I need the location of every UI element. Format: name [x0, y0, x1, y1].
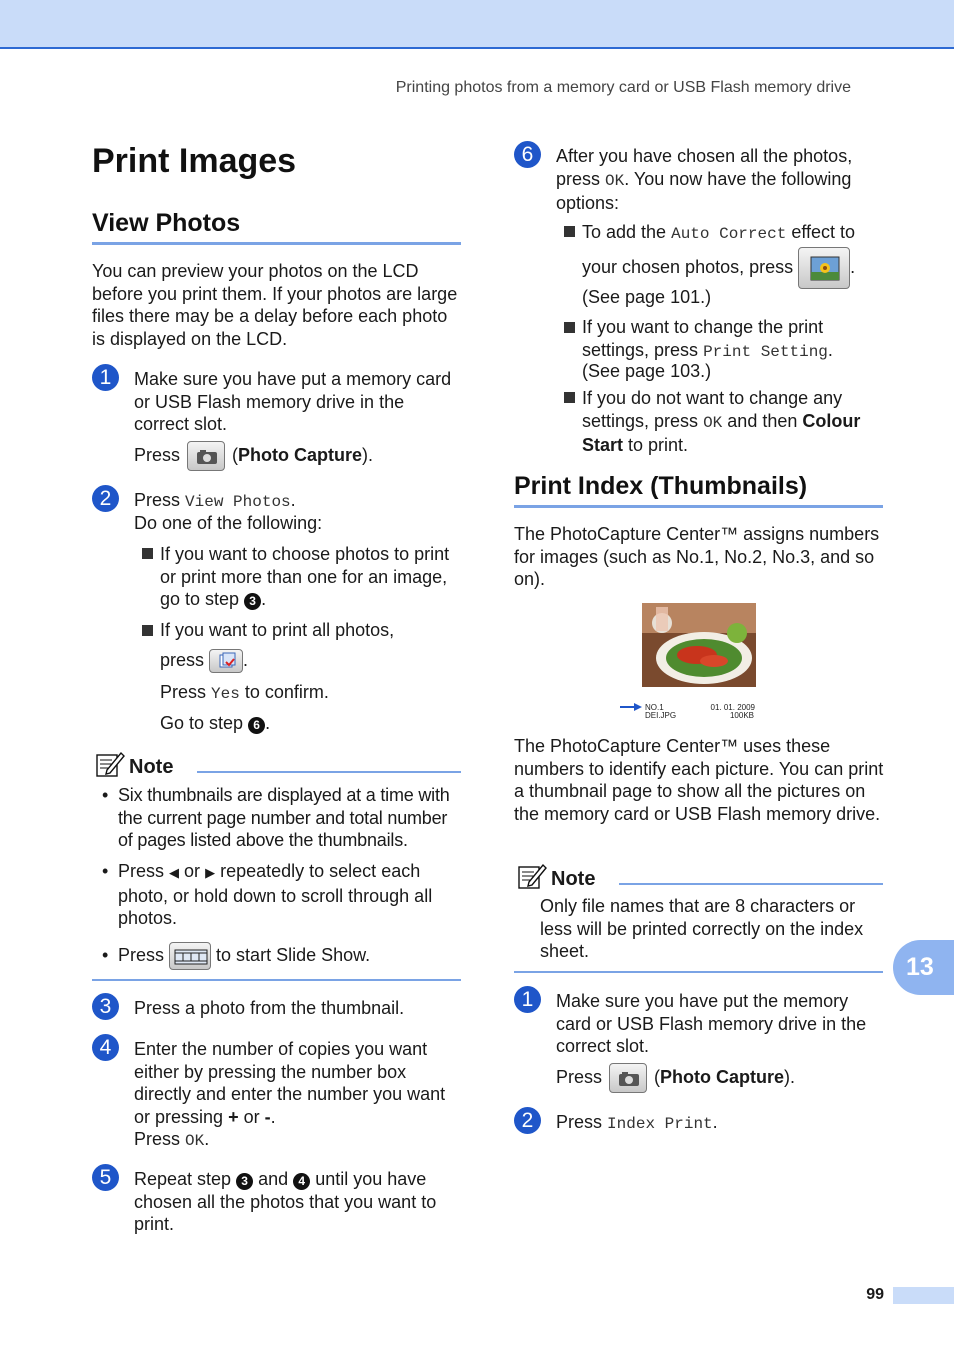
- plus-symbol: +: [228, 1106, 239, 1127]
- step5-post: until you have chosen all the photos that you want to print.: [134, 1169, 437, 1234]
- do-one-text: Do one of the following:: [134, 513, 323, 533]
- option-text: If you want to choose photos to print or print more than one for an image, go to step: [160, 544, 450, 609]
- photo-capture-label: Photo Capture: [238, 445, 363, 465]
- step-ref: 3: [236, 1173, 253, 1190]
- press-label: Press: [134, 1129, 181, 1149]
- print-all-button-icon: [209, 649, 243, 673]
- photo-capture-button-icon: [609, 1063, 647, 1093]
- step2-option2: If you want to print all photos,: [160, 620, 395, 640]
- print-index-heading: Print Index (Thumbnails): [514, 472, 808, 500]
- thumbnail-photo: [642, 603, 756, 687]
- step-ref: 4: [293, 1173, 310, 1190]
- step6-option2: If you want to change the print settings, press Print Setting.: [582, 317, 833, 361]
- print-all-press-line: press .: [160, 647, 464, 675]
- slide-show-button-icon: [169, 942, 211, 970]
- note-text: Only file names that are 8 characters or less will be printed correctly on the index sheet.: [540, 896, 864, 961]
- note-text: repeatedly to select each photo, or hold down to scroll through all photos.: [118, 861, 433, 928]
- view-photos-intro: You can preview your photos on the LCD before you print them. If your photos are large files there may be a delay before each photo is displayed on the LCD.: [92, 261, 458, 349]
- note-text: to start Slide Show.: [216, 945, 371, 965]
- print-index-body: The PhotoCapture Center™ uses these numbers to identify each picture. You can print a thumbnail page to show all the pictures on the memory card or USB Flash memory drive.: [514, 736, 884, 824]
- ok-value: OK: [703, 413, 723, 432]
- option-text: If you do not want to change any settings, press: [582, 388, 843, 431]
- step6-option3: [582, 387, 882, 457]
- option-post: to print.: [628, 435, 689, 455]
- bullet-square: [564, 322, 575, 333]
- note-end-rule: [514, 971, 883, 973]
- thumb-size: 100KB: [729, 711, 754, 720]
- index-print-menu: Index Print: [607, 1115, 713, 1133]
- step-number-1: 1: [514, 986, 541, 1013]
- goto-line: Go to step 6 .: [160, 713, 271, 733]
- running-header: Printing photos from a memory card or USB Flash memory drive: [395, 79, 851, 96]
- auto-correct-button-icon: [798, 247, 850, 289]
- or-text: or: [243, 1106, 260, 1127]
- and-text: and: [258, 1169, 289, 1189]
- right-arrow-icon: ▶: [205, 865, 216, 880]
- page-title: Print Images: [92, 142, 297, 180]
- step6-option1-line2: your chosen photos, press .: [582, 244, 882, 290]
- step4-text: Enter the number of copies you want either by pressing the number box directly and enter the number you want or pressing + or -.: [134, 1039, 446, 1127]
- see-page-103: (See page 103.): [582, 361, 712, 381]
- page-number-bar: [893, 1287, 954, 1304]
- minus-symbol: -: [264, 1106, 271, 1127]
- thumb-number: NO.1: [645, 703, 664, 712]
- step-number-2: 2: [92, 485, 119, 512]
- step2-option1: If you want to choose photos to print or print more than one for an image, go to step 3 .: [160, 544, 450, 609]
- bullet-dot: •: [102, 945, 109, 965]
- step5-pre: Repeat step: [134, 1169, 232, 1189]
- press-label: Press: [160, 682, 207, 702]
- note-pencil-icon: [517, 862, 547, 890]
- chapter-tab: 13: [893, 940, 954, 995]
- note-bullet-1: Six thumbnails are displayed at a time with the current page number and total number of pages listed above the thumbnails.: [118, 785, 450, 850]
- step3-text: Press a photo from the thumbnail.: [134, 998, 405, 1018]
- yes-value: Yes: [211, 685, 240, 703]
- print-setting-menu: Print Setting: [703, 342, 828, 361]
- note-title: Note: [551, 868, 596, 890]
- step-number-1: 1: [92, 364, 119, 391]
- bullet-dot: •: [102, 785, 109, 805]
- view-photos-heading: View Photos: [92, 209, 241, 237]
- index-step1-press-line: Press (Photo Capture).: [556, 1063, 886, 1097]
- bullet-dot: •: [102, 861, 109, 881]
- step6-text: [556, 145, 878, 215]
- step-number-3: 3: [92, 993, 119, 1020]
- heading-rule: [514, 505, 883, 508]
- note-rule: [619, 883, 883, 885]
- option-text: To add the: [582, 222, 667, 242]
- press-label: Press: [134, 490, 181, 510]
- top-color-band: [0, 0, 954, 49]
- step6-body-b: . You now have the following options:: [556, 168, 852, 213]
- page-number: 99: [866, 1286, 884, 1303]
- step-number-4: 4: [92, 1034, 119, 1061]
- step6-body: After you have chosen all the photos, press: [556, 146, 853, 189]
- or-text: or: [184, 861, 201, 881]
- print-index-intro: The PhotoCapture Center™ assigns numbers for images (such as No.1, No.2, No.3, and so on).: [514, 524, 880, 589]
- step6-option1-line1: To add the Auto Correct effect to: [582, 222, 856, 243]
- bullet-square: [142, 548, 153, 559]
- step-ref: 3: [244, 593, 261, 610]
- bullet-square: [564, 226, 575, 237]
- colour-start-label: Colour Start: [582, 410, 861, 455]
- step4-press-ok: Press OK.: [134, 1129, 210, 1150]
- note-rule: [197, 771, 461, 773]
- step-ref: 6: [248, 717, 265, 734]
- photo-capture-label: Photo Capture: [660, 1067, 785, 1087]
- press-label: Press: [134, 445, 181, 465]
- ok-value: OK: [605, 171, 625, 190]
- goto-text: Go to step: [160, 713, 244, 733]
- view-photos-menu: View Photos: [185, 493, 291, 511]
- press-label: Press: [118, 861, 165, 881]
- bullet-square: [142, 625, 153, 636]
- confirm-line: [160, 681, 464, 706]
- confirm-text: to confirm.: [244, 682, 329, 702]
- bullet-square: [564, 392, 575, 403]
- press-label: Press: [556, 1067, 603, 1087]
- note-title: Note: [129, 756, 174, 778]
- ok-value: OK: [185, 1132, 205, 1150]
- option-text: If you want to change the print settings, press: [582, 317, 824, 360]
- step-number-6: 6: [514, 141, 541, 168]
- note-bullet-3: [118, 940, 463, 972]
- step-number-2: 2: [514, 1107, 541, 1134]
- press-label: Press: [556, 1112, 603, 1132]
- note-pencil-icon: [95, 750, 125, 778]
- note-bullet-2: [118, 860, 463, 930]
- left-arrow-icon: ◀: [169, 865, 180, 880]
- press-label: press: [160, 650, 205, 670]
- index-step1-text: Make sure you have put the memory card or USB Flash memory drive in the correct slot.: [556, 991, 867, 1056]
- step-number-5: 5: [92, 1164, 119, 1191]
- step2-line: Press View Photos.: [134, 490, 296, 511]
- press-label: Press: [118, 945, 165, 965]
- thumb-filename: DEI.JPG: [645, 711, 677, 720]
- step5-text: [134, 1168, 464, 1236]
- auto-correct-menu: Auto Correct: [671, 225, 787, 243]
- photo-capture-button-icon: [187, 441, 225, 471]
- option-mid: and then: [727, 410, 798, 431]
- see-page-101: (See page 101.): [582, 287, 712, 307]
- step1-text: Make sure you have put a memory card or USB Flash memory drive in the correct slot.: [134, 369, 452, 434]
- note-end-rule: [92, 979, 461, 981]
- heading-rule: [92, 242, 461, 245]
- thumb-date: 01. 01. 2009: [710, 703, 755, 712]
- pointer-arrow-icon: [620, 702, 644, 712]
- step1-press-line: Press (Photo Capture).: [134, 441, 464, 475]
- step4-body: Enter the number of copies you want either by pressing the number box directly and enter the number you want or pressing: [134, 1039, 446, 1127]
- index-step2-line: Press Index Print.: [556, 1112, 718, 1133]
